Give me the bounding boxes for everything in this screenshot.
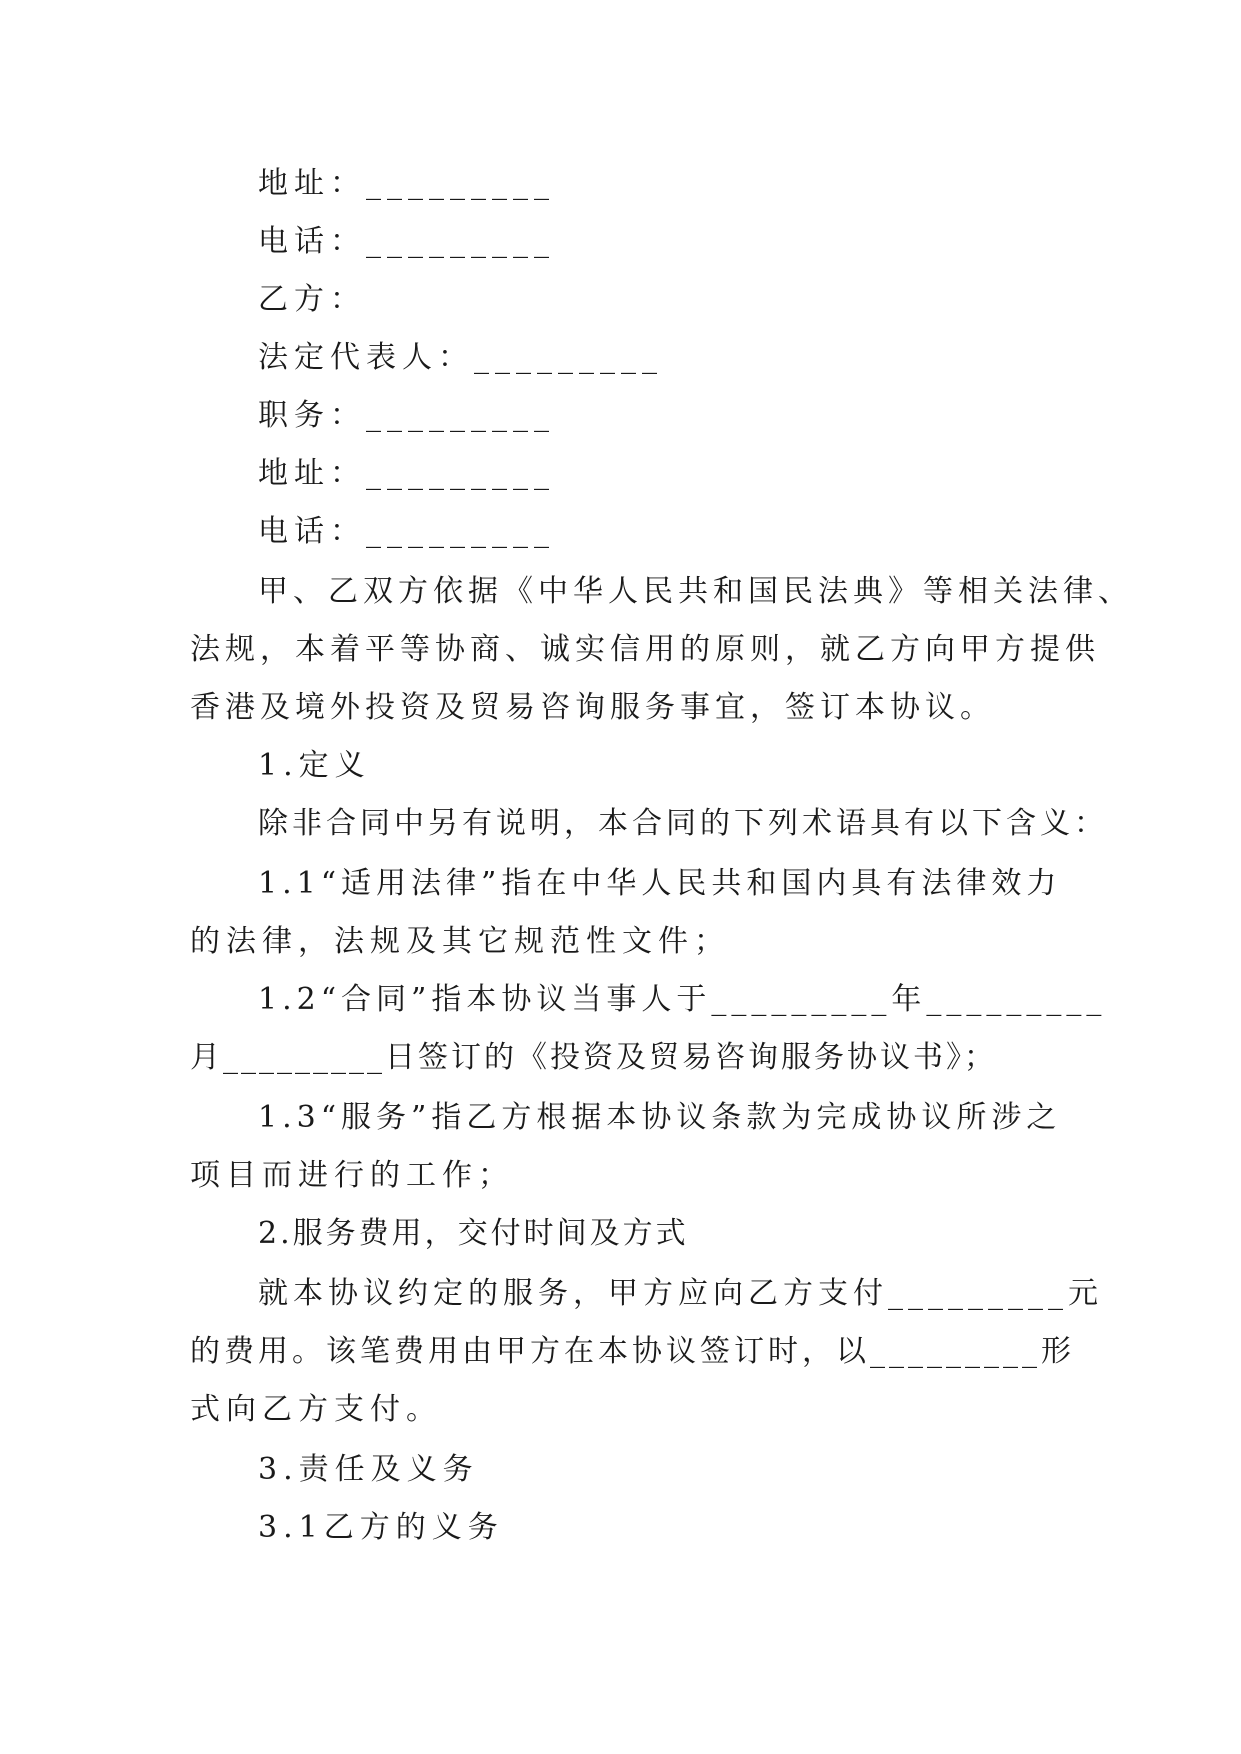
section-2-line-1: 就本协议约定的服务，甲方应向乙方支付_________元 [258, 1276, 1103, 1311]
party-b-legal-rep-line: 法定代表人：_________ [258, 340, 663, 375]
party-a-phone-line: 电话：_________ [258, 224, 555, 259]
section-2-line-3: 式向乙方支付。 [190, 1392, 442, 1427]
section-3-heading: 3.责任及义务 [258, 1452, 479, 1487]
section-1-heading: 1.定义 [258, 748, 371, 783]
party-a-address-line: 地址：_________ [258, 166, 555, 201]
clause-1-1-line-1: 1.1“适用法律”指在中华人民共和国内具有法律效力 [258, 866, 1062, 901]
party-b-address-line: 地址：_________ [258, 456, 555, 491]
clause-1-2-line-2: 月_________日签订的《投资及贸易咨询服务协议书》； [190, 1040, 997, 1075]
clause-1-1-line-2: 的法律，法规及其它规范性文件； [190, 924, 730, 959]
clause-1-3-line-1: 1.3“服务”指乙方根据本协议条款为完成协议所涉之 [258, 1100, 1062, 1135]
preamble-line-2: 法规，本着平等协商、诚实信用的原则，就乙方向甲方提供 [190, 632, 1100, 667]
clause-1-2-line-1: 1.2“合同”指本协议当事人于_________年_________ [258, 982, 1107, 1017]
clause-1-3-line-2: 项目而进行的工作； [190, 1158, 514, 1193]
preamble-line-3: 香港及境外投资及贸易咨询服务事宜，签订本协议。 [190, 690, 995, 725]
section-1-intro: 除非合同中另有说明，本合同的下列术语具有以下含义： [258, 806, 1108, 841]
party-b-heading: 乙方： [258, 282, 366, 317]
section-2-line-2: 的费用。该笔费用由甲方在本协议签订时，以_________形 [190, 1334, 1075, 1369]
clause-3-1-heading: 3.1乙方的义务 [258, 1510, 504, 1545]
party-b-title-line: 职务：_________ [258, 398, 555, 433]
preamble-line-1: 甲、乙双方依据《中华人民共和国民法典》等相关法律、 [258, 574, 1133, 609]
section-2-heading: 2.服务费用，交付时间及方式 [258, 1216, 689, 1251]
party-b-phone-line: 电话：_________ [258, 514, 555, 549]
